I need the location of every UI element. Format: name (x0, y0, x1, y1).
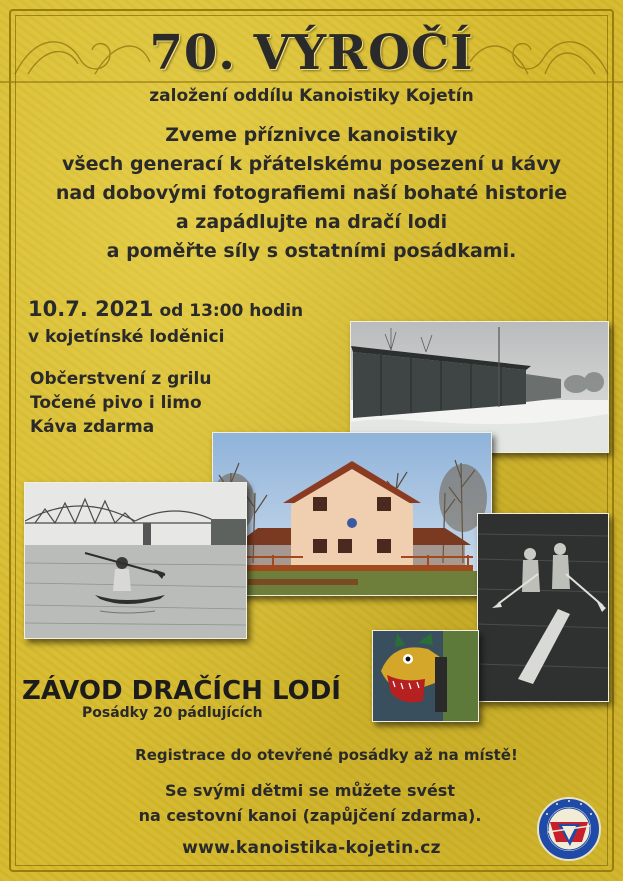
event-date-block (28, 296, 303, 350)
invitation-line: všech generací k přátelskému posezení u kávy (61, 153, 562, 175)
photo-historic-kayaker (24, 482, 247, 639)
event-date: 10.7. 2021 (28, 297, 154, 321)
invitation-line: a poměřte síly s ostatními posádkami. (106, 240, 517, 262)
poster-title: 70. VÝROČÍ (149, 25, 474, 81)
offers-list (30, 367, 211, 439)
kids-canoe-note (90, 778, 530, 828)
kids-line: na cestovní kanoi (zapůjčení zdarma). (138, 806, 482, 825)
photo-canoe-pair (477, 513, 609, 702)
invitation-line: a zapádlujte na dračí lodi (175, 211, 448, 233)
race-subtitle: Posádky 20 pádlujících (82, 705, 263, 721)
invitation-line: Zveme příznivce kanoistiky (165, 124, 458, 146)
website-link[interactable]: www.kanoistika-kojetin.cz (182, 838, 441, 858)
event-place: v kojetínské loděnici (28, 327, 225, 347)
race-title: ZÁVOD DRAČÍCH LODÍ (22, 676, 341, 706)
invitation-line: nad dobovými fotografiemi naší bohaté historie (55, 182, 568, 204)
event-time: od 13:00 hodin (159, 301, 304, 321)
photo-boathouse-building (212, 432, 492, 596)
club-logo-icon (536, 796, 602, 862)
poster-subtitle: založení oddílu Kanoistiky Kojetín (149, 86, 474, 106)
photo-dragon-head (372, 630, 479, 722)
kids-line: Se svými dětmi se můžete svést (165, 781, 455, 800)
registration-note: Registrace do otevřené posádky až na místě! (135, 746, 518, 764)
offer-item: Káva zdarma (30, 417, 155, 437)
offer-item: Točené pivo i limo (30, 393, 202, 413)
invitation-text (20, 121, 603, 266)
offer-item: Občerstvení z grilu (30, 369, 212, 389)
